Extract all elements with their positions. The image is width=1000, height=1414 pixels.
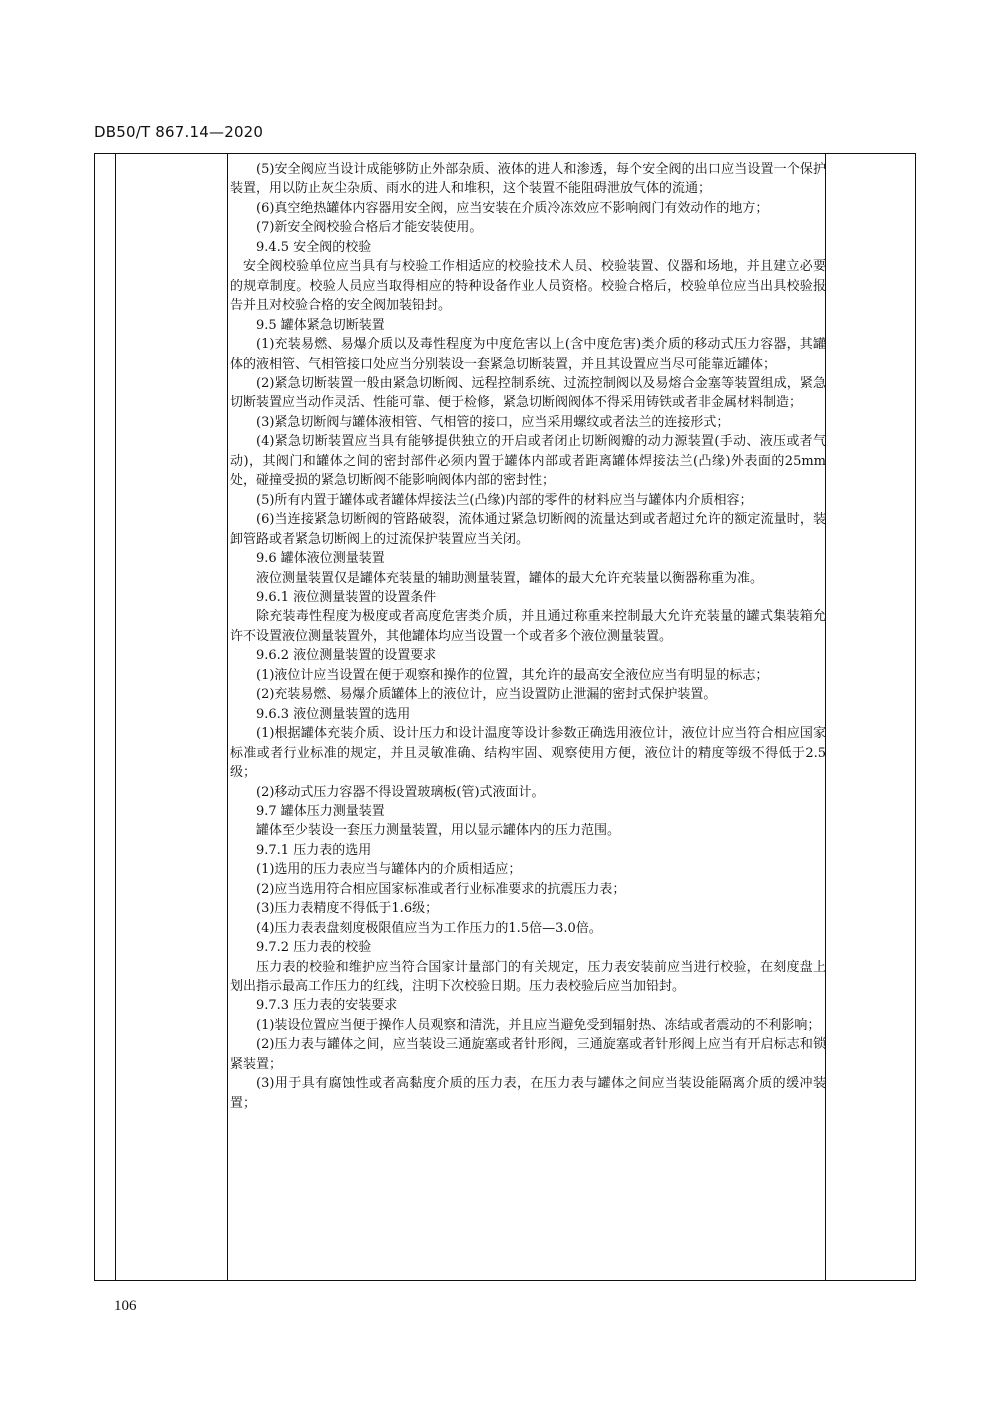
page-number: 106	[114, 1298, 137, 1314]
content-paragraph: 9.6.3 液位测量装置的选用	[256, 706, 411, 722]
table-column-divider	[115, 154, 116, 1280]
content-paragraph: 除充装毒性程度为极度或者高度危害类介质，并且通过称重来控制最大允许充装量的罐式集装箱允许不设置液位测量装置外，其他罐体均应当设置一个或者多个液位测量装置。	[230, 609, 826, 644]
content-paragraph: (5)所有内置于罐体或者罐体焊接法兰(凸缘)内部的零件的材料应当与罐体内介质相容；	[256, 492, 753, 508]
content-paragraph: (6)当连接紧急切断阀的管路破裂，流体通过紧急切断阀的流量达到或者超过允许的额定流量时，装卸管路或者紧急切断阀上的过流保护装置应当关闭。	[230, 512, 826, 547]
content-paragraph: 9.6.1 液位测量装置的设置条件	[256, 589, 437, 605]
standard-number-header: DB50/T 867.14—2020	[94, 123, 264, 141]
content-paragraph: (3)压力表精度不得低于1.6级；	[256, 901, 439, 917]
content-paragraph: (4)紧急切断装置应当具有能够提供独立的开启或者闭止切断阀瓣的动力源装置(手动、液压或者气动)，其阀门和罐体之间的密封部件必须内置于罐体内部或者距离罐体焊接法兰(凸缘)外表面的25mm处，碰撞受损的紧急切断阀不能影响阀体内部的密封性；	[230, 434, 826, 489]
content-paragraph: 9.7 罐体压力测量装置	[256, 803, 385, 819]
content-paragraph: (1)充装易燃、易爆介质以及毒性程度为中度危害以上(含中度危害)类介质的移动式压力容器，其罐体的液相管、气相管接口处应当分别装设一套紧急切断装置，并且其设置应当尽可能靠近罐体；	[230, 337, 826, 372]
content-paragraph: (2)紧急切断装置一般由紧急切断阀、远程控制系统、过流控制阀以及易熔合金塞等装置组成，紧急切断装置应当动作灵活、性能可靠、便于检修，紧急切断阀阀体不得采用铸铁或者非金属材料制造；	[230, 375, 826, 411]
content-paragraph: 9.6 罐体液位测量装置	[256, 551, 385, 567]
content-paragraph: (6)真空绝热罐体内容器用安全阀，应当安装在介质冷冻效应不影响阀门有效动作的地方；	[256, 200, 769, 216]
content-paragraph: (2)压力表与罐体之间，应当装设三通旋塞或者针形阀，三通旋塞或者针形阀上应当有开启标志和锁紧装置；	[230, 1037, 826, 1072]
content-paragraph: 9.7.1 压力表的选用	[256, 842, 372, 858]
content-paragraph: (1)根据罐体充装介质、设计压力和设计温度等设计参数正确选用液位计，液位计应当符合相应国家标准或者行业标准的规定，并且灵敏准确、结构牢固、观察使用方便，液位计的精度等级不得低于2.5级；	[230, 726, 826, 781]
content-paragraph: 液位测量装置仅是罐体充装量的辅助测量装置，罐体的最大允许充装量以衡器称重为准。	[256, 570, 764, 586]
content-paragraph: (1)选用的压力表应当与罐体内的介质相适应；	[256, 862, 522, 878]
content-paragraph: (5)安全阀应当设计成能够防止外部杂质、液体的进人和渗透，每个安全阀的出口应当设置一个保护装置，用以防止灰尘杂质、雨水的进人和堆积，这个装置不能阻碍泄放气体的流通；	[230, 162, 826, 197]
content-paragraph: (4)压力表表盘刻度极限值应当为工作压力的1.5倍—3.0倍。	[256, 920, 602, 936]
content-paragraph: 压力表的校验和维护应当符合国家计量部门的有关规定，压力表安装前应当进行校验，在刻度盘上划出指示最高工作压力的红线，注明下次校验日期。压力表校验后应当加铅封。	[230, 959, 826, 995]
content-paragraph: (1)液位计应当设置在便于观察和操作的位置，其允许的最高安全液位应当有明显的标志；	[256, 667, 769, 683]
content-paragraph: (3)紧急切断阀与罐体液相管、气相管的接口，应当采用螺纹或者法兰的连接形式；	[256, 414, 730, 430]
content-paragraph: 安全阀校验单位应当具有与校验工作相适应的校验技术人员、校验装置、仪器和场地，并且建立必要的规章制度。校验人员应当取得相应的特种设备作业人员资格。校验合格后，校验单位应当出具校验报告并且对校验合格的安全阀加装铅封。	[230, 259, 826, 314]
content-paragraph: (2)应当选用符合相应国家标准或者行业标准要求的抗震压力表；	[256, 881, 626, 897]
content-paragraph: 9.4.5 安全阀的校验	[256, 239, 372, 255]
content-paragraph: (1)装设位置应当便于操作人员观察和清洗，并且应当避免受到辐射热、冻结或者震动的不利影响；	[256, 1017, 821, 1033]
content-paragraph: 9.7.2 压力表的校验	[256, 940, 372, 956]
requirements-text-cell	[230, 160, 826, 1113]
content-paragraph: 9.6.2 液位测量装置的设置要求	[256, 648, 437, 664]
content-paragraph: 9.7.3 压力表的安装要求	[256, 998, 398, 1014]
table-column-divider	[227, 154, 228, 1280]
content-paragraph: (2)移动式压力容器不得设置玻璃板(管)式液面计。	[256, 784, 545, 800]
content-paragraph: (2)充装易燃、易爆介质罐体上的液位计，应当设置防止泄漏的密封式保护装置。	[256, 687, 717, 703]
content-paragraph: 罐体至少装设一套压力测量装置，用以显示罐体内的压力范围。	[256, 823, 621, 839]
content-paragraph: (7)新安全阀校验合格后才能安装使用。	[256, 220, 483, 236]
content-paragraph: (3)用于具有腐蚀性或者高黏度介质的压力表，在压力表与罐体之间应当装设能隔离介质的缓冲装置；	[230, 1076, 826, 1111]
content-paragraph: 9.5 罐体紧急切断装置	[256, 317, 385, 333]
